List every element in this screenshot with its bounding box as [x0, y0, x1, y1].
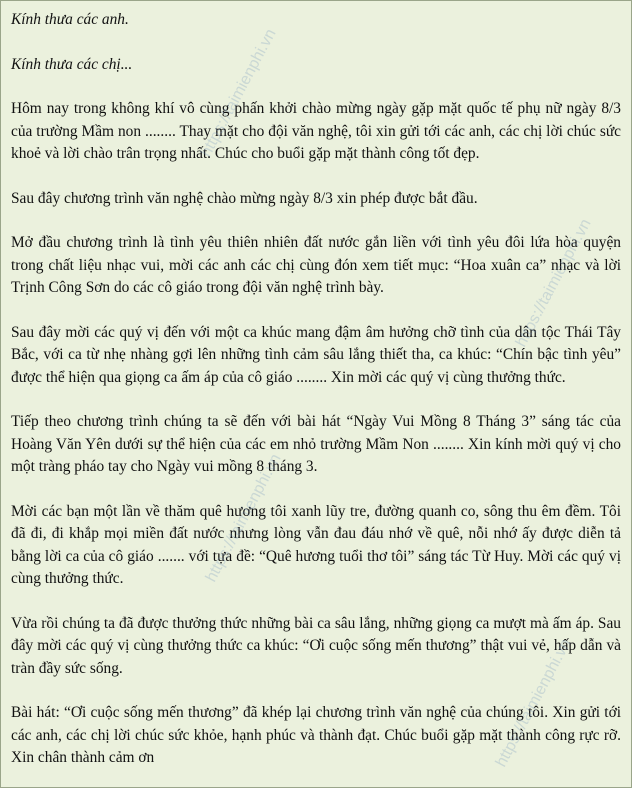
- paragraph: Tiếp theo chương trình chúng ta sẽ đến với bài hát “Ngày Vui Mồng 8 Tháng 3” sáng tác của Hoàng Văn Yên dưới sự thể hiện của các em nhỏ trường Mầm Non ........ Xin kính mời quý vị cho một tràng pháo tay cho Ngày vui mồng 8 tháng 3.: [11, 413, 621, 475]
- paragraph: Vừa rồi chúng ta đã được thưởng thức những bài ca sâu lắng, những giọng ca mượt mà ấm áp. Sau đây mời các quý vị cùng thưởng thức ca khúc: “Ơi cuộc sống mến thương” thật vui vẻ, hấp dẫn và tràn đầy sức sống.: [11, 614, 621, 677]
- paragraph: Sau đây chương trình văn nghệ chào mừng ngày 8/3 xin phép được bắt đầu.: [11, 189, 478, 207]
- paragraph: Sau đây mời các quý vị đến với một ca khúc mang đậm âm hưởng chỡ tình của dân tộc Thái Tây Bắc, với ca từ nhẹ nhàng gợi lên những tình cảm sâu lắng thiết tha, ca khúc: “Chín bậc tình yêu” được thể hiện qua giọng ca ấm áp của cô giáo ........ Xin mời các quý vị cùng thưởng thức.: [11, 323, 621, 386]
- paragraph: Hôm nay trong không khí vô cùng phấn khởi chào mừng ngày gặp mặt quốc tế phụ nữ ngày 8/3 của trường Mầm non ........ Thay mặt cho đội văn nghệ, tôi xin gửi tới các anh, các chị lời chúc sức khoẻ và lời chào trân trọng nhất. Chúc cho buổi gặp mặt thành công tốt đẹp.: [11, 100, 621, 162]
- greeting-line: Kính thưa các chị...: [11, 55, 133, 73]
- watermark-text: https://taimienphi.vn: [512, 216, 595, 350]
- paragraph: Mời các bạn một lần về thăm quê hương tôi xanh lũy tre, đường quanh co, sông thu êm đềm. Tôi đã đi, đi khắp mọi miền đất nước nhưng lòng vẫn đau đáu nhớ về quê, nỗi nhớ ấy được diễn tả bằng lời ca của cô giáo ....... với tựa đề: “Quê hương tuổi thơ tôi” sáng tác Từ Huy. Mời các quý vị cùng thưởng thức.: [11, 502, 621, 587]
- greeting-line: Kính thưa các anh.: [11, 11, 129, 28]
- watermark-text: https://taimienphi.vn: [197, 26, 280, 160]
- paragraph: Bài hát: “Ơi cuộc sống mến thương” đã khép lại chương trình văn nghệ của chúng tôi. Xin gửi tới các anh, các chị lời chúc sức khỏe, hạnh phúc và thành đạt. Chúc buổi gặp mặt thành công rực rỡ. Xin chân thành cảm ơn: [11, 704, 621, 766]
- watermark-text: https://taimienphi.vn: [492, 636, 575, 770]
- watermark-text: https://taimienphi.vn: [202, 451, 285, 585]
- paragraph: Mở đầu chương trình là tình yêu thiên nhiên đất nước gắn liền với tình yêu đôi lứa hòa quyện trong chất liệu nhạc vui, mời các anh các chị cùng đón xem tiết mục: “Hoa xuân ca” nhạc và lời Trịnh Công Sơn do các cô giáo trong đội văn nghệ trình bày.: [11, 234, 621, 296]
